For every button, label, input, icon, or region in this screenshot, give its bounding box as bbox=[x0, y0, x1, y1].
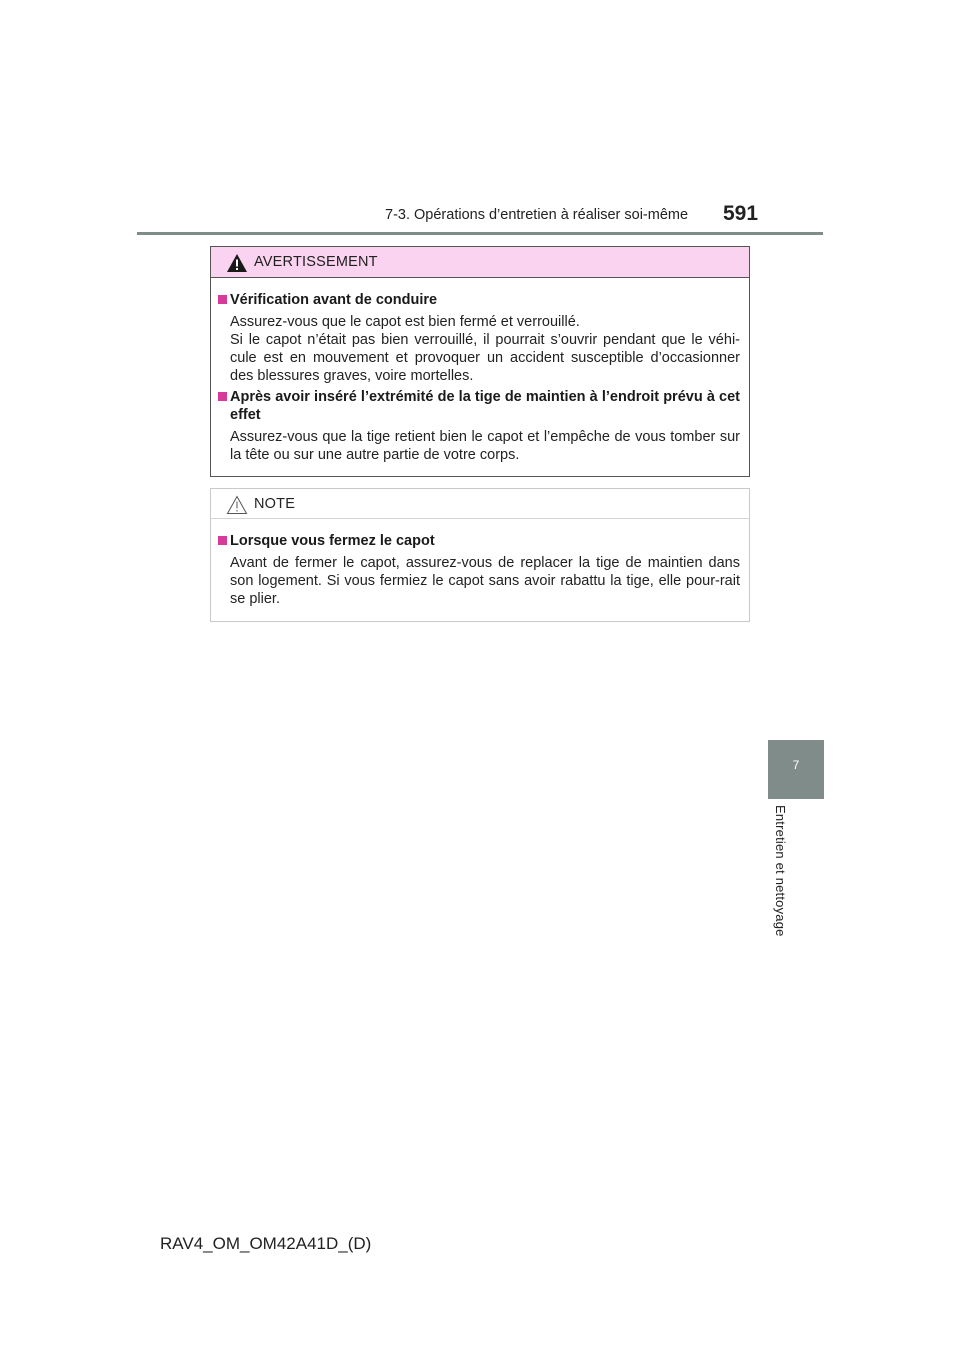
note-item-text bbox=[218, 554, 740, 608]
warning-item-title-text: Vérification avant de conduire bbox=[230, 292, 438, 308]
note-header bbox=[211, 489, 749, 519]
bullet-square-icon bbox=[218, 295, 227, 304]
warning-item-title-text: Après avoir inséré l’extrémité de la tige de maintien à l’endroit prévu à cet effet bbox=[230, 389, 740, 423]
note-body bbox=[211, 519, 749, 608]
note-box bbox=[210, 488, 750, 622]
bullet-square-icon bbox=[218, 536, 227, 545]
chapter-number: 7 bbox=[792, 758, 800, 772]
warning-item bbox=[218, 291, 740, 385]
paragraph: Assurez-vous que la tige retient bien le capot et l’empêche de vous tomber sur la tête ou sur une autre partie de votre corps. bbox=[230, 429, 740, 463]
page-number: 591 bbox=[723, 202, 759, 225]
warning-item-text bbox=[218, 428, 740, 464]
note-label: NOTE bbox=[254, 496, 296, 512]
paragraph: Assurez-vous que le capot est bien fermé et verrouillé. bbox=[230, 314, 580, 330]
note-item-title bbox=[218, 532, 740, 550]
note-item-title-text: Lorsque vous fermez le capot bbox=[230, 533, 435, 549]
warning-triangle-filled-icon bbox=[226, 253, 248, 273]
warning-header bbox=[211, 247, 749, 278]
warning-label: AVERTISSEMENT bbox=[254, 254, 378, 270]
warning-item-text bbox=[218, 313, 740, 385]
header-rule bbox=[137, 232, 823, 235]
document-code: RAV4_OM_OM42A41D_(D) bbox=[160, 1234, 372, 1253]
warning-body bbox=[211, 278, 749, 464]
bullet-square-icon bbox=[218, 392, 227, 401]
warning-item-title bbox=[218, 291, 740, 309]
paragraph: Si le capot n’était pas bien verrouillé, il pourrait s’ouvrir pendant que le véhi-cule est en mouvement et provoquer un accident susceptible d’occasionner des blessures graves, voire mortelles. bbox=[230, 332, 740, 384]
warning-box bbox=[210, 246, 750, 477]
note-item bbox=[218, 532, 740, 608]
section-title: 7-3. Opérations d’entretien à réaliser soi-même bbox=[385, 207, 689, 223]
warning-item-title bbox=[218, 388, 740, 424]
chapter-label: Entretien et nettoyage bbox=[773, 805, 788, 937]
chapter-tab bbox=[768, 740, 824, 799]
warning-triangle-outline-icon bbox=[226, 495, 248, 515]
paragraph: Avant de fermer le capot, assurez-vous de replacer la tige de maintien dans son logement. Si vous fermiez le capot sans avoir rabattu la tige, elle pour-rait se plier. bbox=[230, 555, 740, 607]
warning-item bbox=[218, 388, 740, 464]
